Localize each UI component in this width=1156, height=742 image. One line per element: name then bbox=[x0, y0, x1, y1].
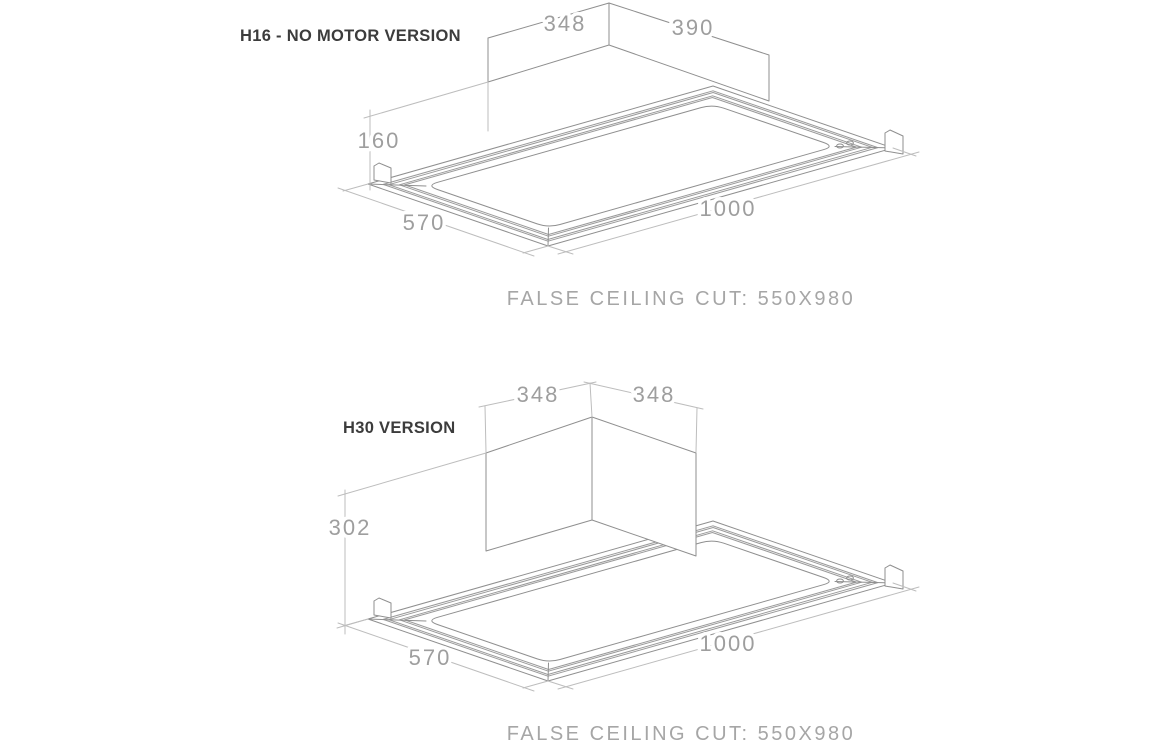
h16-dim-duct-left: 348 bbox=[543, 11, 587, 36]
h30-dim-duct-ext-right bbox=[696, 408, 697, 452]
h30-title: H30 VERSION bbox=[343, 419, 456, 437]
h16-title: H16 - NO MOTOR VERSION bbox=[240, 27, 461, 45]
h16-false-ceiling-cut: FALSE CEILING CUT: 550X980 bbox=[506, 288, 856, 310]
h16-dim-width: 1000 bbox=[699, 196, 757, 221]
h30-dim-duct-ext-front bbox=[590, 383, 592, 417]
h30-false-ceiling-cut: FALSE CEILING CUT: 550X980 bbox=[506, 723, 856, 742]
h16-drawing bbox=[240, 3, 919, 310]
h30-duct-right-face bbox=[592, 417, 696, 556]
h16-dim-duct-right: 390 bbox=[671, 15, 715, 40]
h16-dim-depth-ext-a bbox=[343, 184, 368, 191]
h30-dim-duct-ext-left bbox=[485, 406, 486, 452]
h30-dim-height: 302 bbox=[328, 515, 372, 540]
h30-dim-height-extension bbox=[338, 453, 486, 496]
h16-corner-joint-front bbox=[548, 228, 549, 246]
h30-dim-width: 1000 bbox=[699, 631, 757, 656]
h30-corner-joint-front bbox=[548, 663, 549, 681]
h30-dim-duct-left: 348 bbox=[516, 382, 560, 407]
h30-dim-depth-ext-b bbox=[523, 681, 548, 688]
h30-duct-box bbox=[486, 417, 696, 556]
h16-dim-depth: 570 bbox=[402, 210, 446, 235]
h30-drawing bbox=[329, 382, 919, 742]
h16-hood-body bbox=[368, 86, 903, 246]
h30-dim-depth: 570 bbox=[408, 645, 452, 670]
h30-dim-depth-ext-a bbox=[343, 619, 368, 626]
h30-ceiling-tab-left bbox=[374, 598, 391, 618]
h16-ceiling-tab-left bbox=[374, 163, 391, 183]
h30-duct-left-face bbox=[486, 417, 592, 551]
h16-dim-depth-ext-b bbox=[523, 246, 548, 253]
h30-dim-duct-right: 348 bbox=[632, 382, 676, 407]
h16-dim-height-extension bbox=[364, 82, 488, 118]
h16-dim-height: 160 bbox=[357, 128, 401, 153]
